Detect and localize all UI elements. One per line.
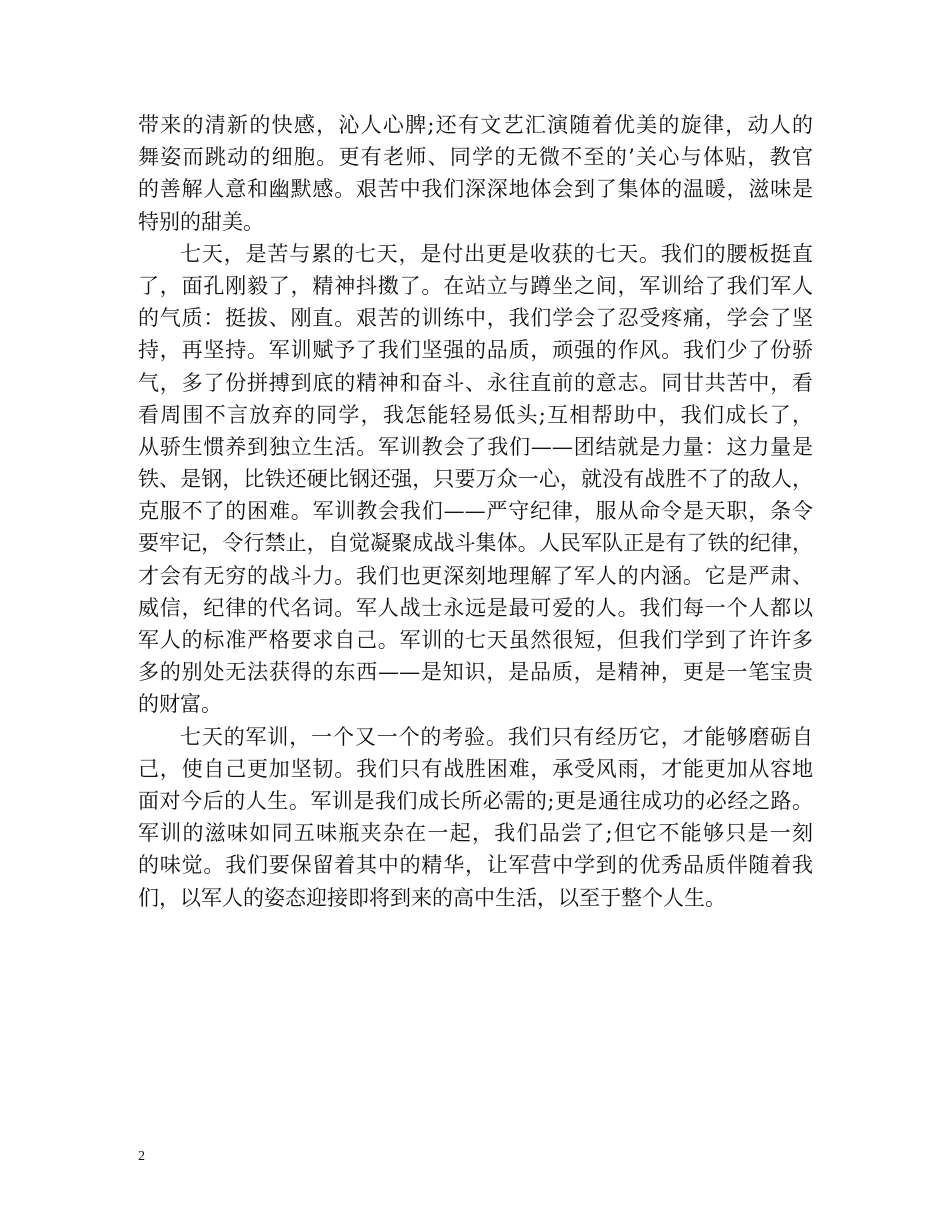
text-line: 己，使自己更加坚韧。我们只有战胜困难，承受风雨，才能更加从容地 (138, 756, 813, 781)
text-line: 气，多了份拼搏到底的精神和奋斗、永往直前的意志。同甘共苦中，看 (138, 370, 813, 395)
text-line: 威信，纪律的代名词。军人战士永远是最可爱的人。我们每一个人都以 (138, 595, 813, 620)
text-line: 多的别处无法获得的东西——是知识，是品质，是精神，更是一笔宝贵 (138, 660, 813, 685)
text-line: 七天，是苦与累的七天，是付出更是收获的七天。我们的腰板挺直 (180, 241, 813, 266)
text-line: 持，再坚持。军训赋予了我们坚强的品质，顽强的作风。我们少了份骄 (138, 338, 813, 363)
text-line: 们，以军人的姿态迎接即将到来的高中生活，以至于整个人生。 (138, 885, 726, 910)
paragraph-2 (138, 238, 813, 721)
text-line: 了，面孔刚毅了，精神抖擞了。在站立与蹲坐之间，军训给了我们军人 (138, 273, 813, 298)
page-number: 2 (138, 1149, 145, 1164)
text-line: 克服不了的困难。军训教会我们——严守纪律，服从命令是天职，条令 (138, 499, 813, 524)
text-line: 要牢记，令行禁止，自觉凝聚成战斗集体。人民军队正是有了铁的纪律， (138, 531, 813, 556)
text-line: 从骄生惯养到独立生活。军训教会了我们——团结就是力量：这力量是 (138, 434, 813, 459)
text-line: 七天的军训，一个又一个的考验。我们只有经历它，才能够磨砺自 (180, 724, 813, 749)
text-line: 面对今后的人生。军训是我们成长所必需的;更是通往成功的必经之路。 (138, 788, 813, 813)
text-line: 的财富。 (138, 692, 222, 717)
text-line: 的味觉。我们要保留着其中的精华，让军营中学到的优秀品质伴随着我 (138, 853, 813, 878)
paragraph-3 (138, 721, 813, 914)
text-line: 军训的滋味如同五味瓶夹杂在一起，我们品尝了;但它不能够只是一刻 (138, 821, 813, 846)
text-line: 特别的甜美。 (138, 209, 264, 234)
text-line: 的气质：挺拔、刚直。艰苦的训练中，我们学会了忍受疼痛，学会了坚 (138, 306, 813, 331)
paragraph-1 (138, 109, 813, 238)
text-line: 看周围不言放弃的同学，我怎能轻易低头;互相帮助中，我们成长了， (138, 402, 813, 427)
text-line: 铁、是钢，比铁还硬比钢还强，只要万众一心，就没有战胜不了的敌人， (138, 467, 813, 492)
text-line: 军人的标准严格要求自己。军训的七天虽然很短，但我们学到了许许多 (138, 628, 813, 652)
text-line: 才会有无穷的战斗力。我们也更深刻地理解了军人的内涵。它是严肃、 (138, 563, 813, 588)
text-line: 舞姿而跳动的细胞。更有老师、同学的无微不至的’关心与体贴，教官 (138, 145, 813, 170)
text-line: 的善解人意和幽默感。艰苦中我们深深地体会到了集体的温暖，滋味是 (138, 177, 813, 202)
document-body (138, 109, 813, 914)
text-line: 带来的清新的快感，沁人心脾;还有文艺汇演随着优美的旋律，动人的 (138, 113, 813, 137)
